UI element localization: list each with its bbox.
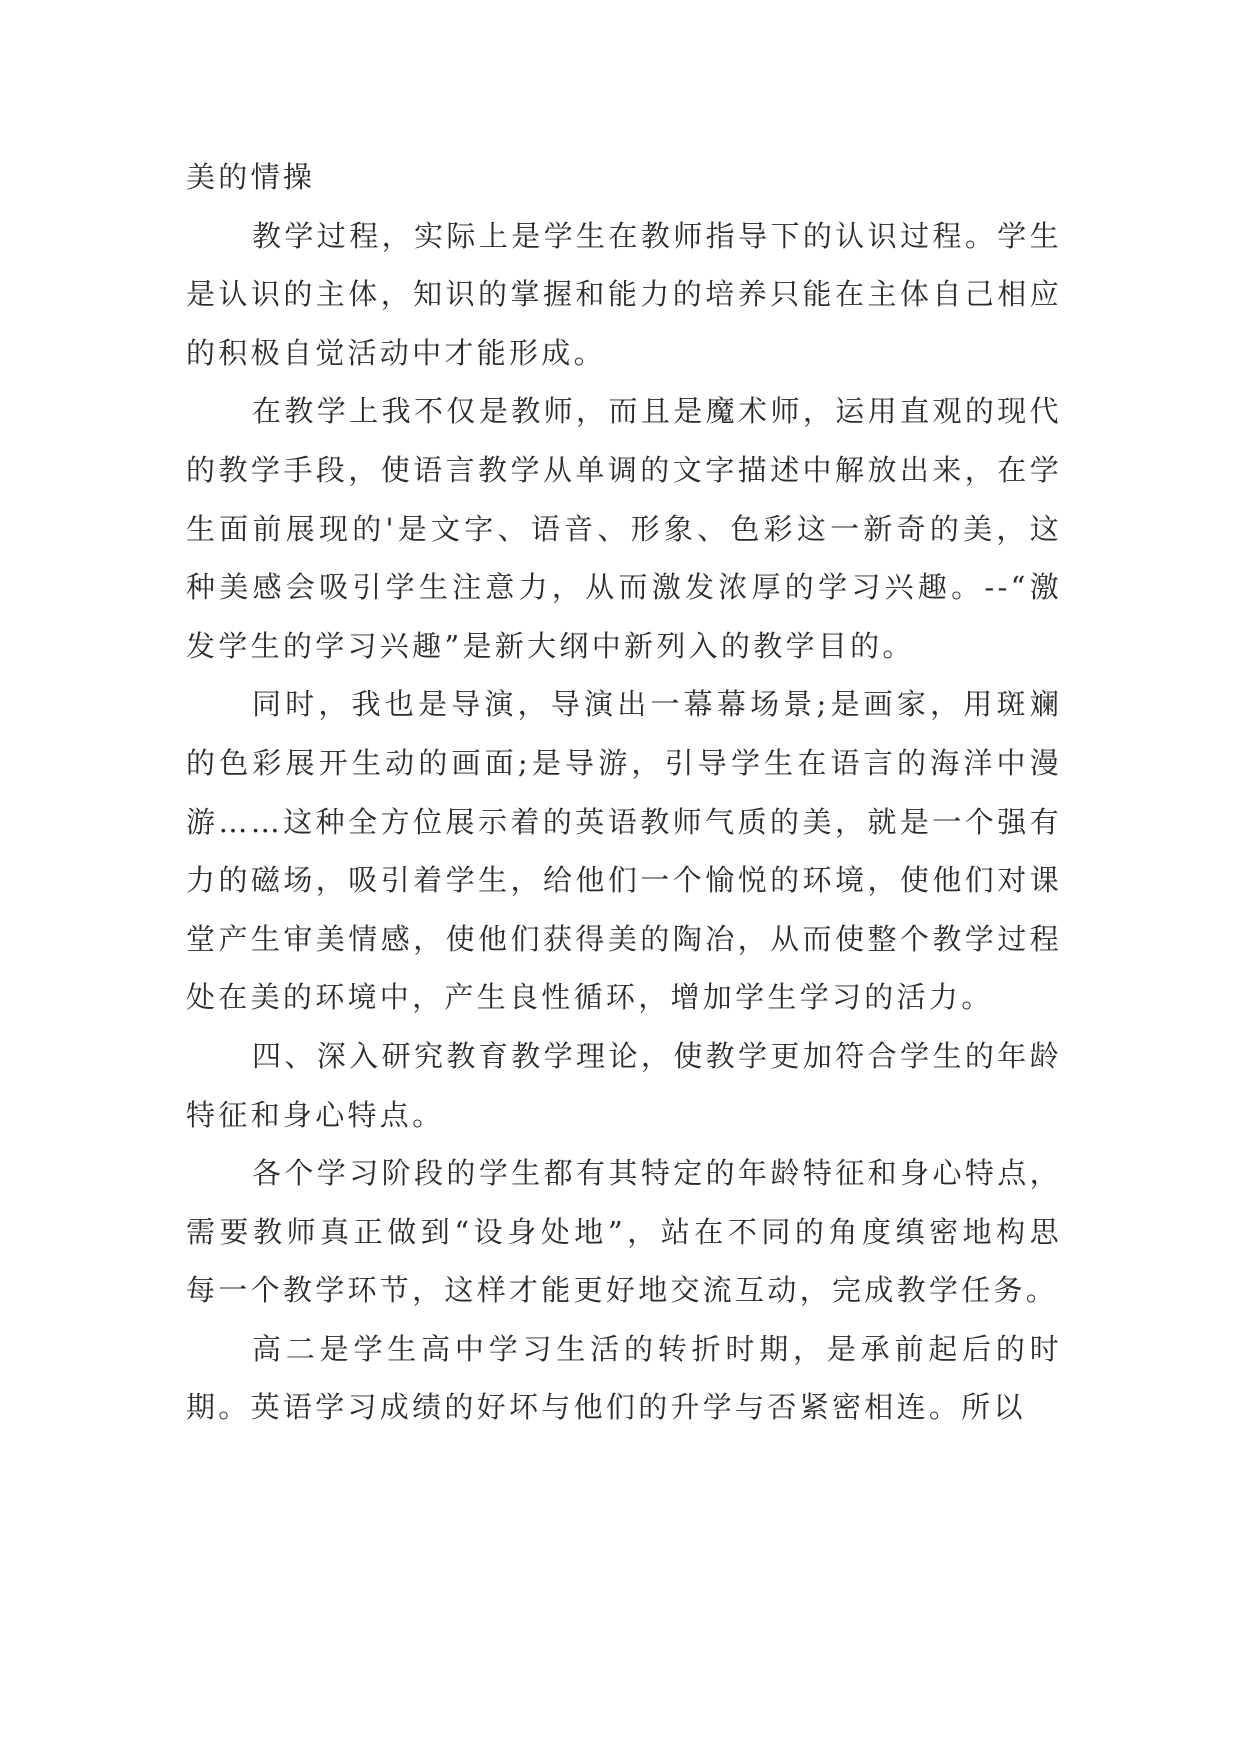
paragraph-teaching-process: 教学过程，实际上是学生在教师指导下的认识过程。学生是认识的主体，知识的掌握和能力的培养只能在主体自己相应的积极自觉活动中才能形成。 (186, 218, 1062, 370)
paragraph-grade-two: 高二是学生高中学习生活的转折时期，是承前起后的时期。英语学习成绩的好坏与他们的升学与否紧密相连。所以 (186, 1331, 1062, 1425)
paragraph-teacher-as-director: 同时，我也是导演，导演出一幕幕场景;是画家，用斑斓的色彩展开生动的画面;是导游，引导学生在语言的海洋中漫游……这种全方位展示着的英语教师气质的美，就是一个强有力的磁场，吸引着学生，给他们一个愉悦的环境，使他们对课堂产生审美情感，使他们获得美的陶冶，从而使整个教学过程处在美的环境中，产生良性循环，增加学生学习的活力。 (186, 687, 1062, 1015)
document-body (186, 148, 1062, 1437)
paragraph-section-heading-four: 四、深入研究教育教学理论，使教学更加符合学生的年龄特征和身心特点。 (186, 1038, 1062, 1132)
paragraph-continuation: 美的情操 (186, 160, 316, 194)
paragraph-age-characteristics: 各个学习阶段的学生都有其特定的年龄特征和身心特点，需要教师真正做到“设身处地”，站在不同的角度缜密地构思每一个教学环节，这样才能更好地交流互动，完成教学任务。 (186, 1156, 1062, 1308)
paragraph-teacher-as-magician: 在教学上我不仅是教师，而且是魔术师，运用直观的现代的教学手段，使语言教学从单调的文字描述中解放出来，在学生面前展现的'是文字、语音、形象、色彩这一新奇的美，这种美感会吸引学生注意力，从而激发浓厚的学习兴趣。--“激发学生的学习兴趣”是新大纲中新列入的教学目的。 (186, 394, 1062, 663)
